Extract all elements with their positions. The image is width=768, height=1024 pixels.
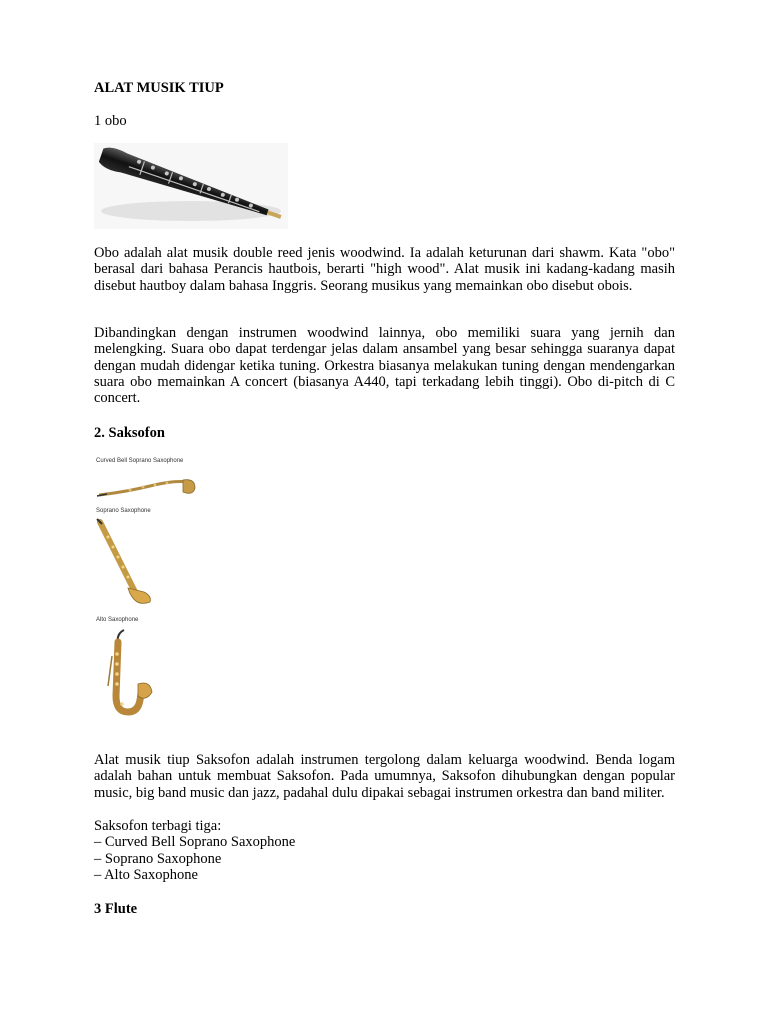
curved-bell-saxophone-image [95, 468, 200, 502]
obo-paragraph-2: Dibandingkan dengan instrumen woodwind lainnya, obo memiliki suara yang jernih dan melengking. Suara obo dapat terdengar jelas dalam ansambel yang besar sehingga suaranya dapat dengan mudah didengar ketika tuning. Orkestra biasanya melakukan tuning dengan mendengarkan suara obo memainkan A concert (biasanya A440, tapi terkadang lebih tinggi). Obo di-pitch di C concert. [94, 325, 675, 407]
section-heading-saksofon: 2. Saksofon [94, 425, 165, 441]
caption-curved-bell: Curved Bell Soprano Saxophone [96, 458, 184, 464]
list-item-alto: – Alto Saxophone [94, 866, 198, 883]
section-heading-obo: 1 obo [94, 113, 127, 129]
oboe-image [94, 143, 288, 229]
caption-alto: Alto Saxophone [96, 617, 139, 623]
section-heading-flute: 3 Flute [94, 901, 138, 917]
saksofon-list [94, 818, 675, 883]
list-item-soprano: – Soprano Saxophone [94, 850, 222, 867]
soprano-saxophone-image [94, 518, 154, 610]
alto-saxophone-image [94, 626, 156, 720]
saksofon-paragraph: Alat musik tiup Saksofon adalah instrumen tergolong dalam keluarga woodwind. Benda logam adalah bahan untuk membuat Saksofon. Pada umumnya, Saksofon dihubungkan dengan popular music, big band music dan jazz, padahal dulu dipakai sebagai instrumen orkestra dan band militer. [94, 752, 675, 801]
list-item-curved-bell: – Curved Bell Soprano Saxophone [94, 834, 296, 851]
list-intro: Saksofon terbagi tiga: [94, 818, 222, 834]
caption-soprano: Soprano Saxophone [96, 508, 151, 514]
obo-paragraph-1: Obo adalah alat musik double reed jenis woodwind. Ia adalah keturunan dari shawm. Kata "obo" berasal dari bahasa Perancis hautbois, berarti "high wood". Alat musik ini kadang-kadang masih disebut hautboy dalam bahasa Inggris. Seorang musikus yang memainkan obo disebut obois. [94, 245, 675, 294]
document-title: ALAT MUSIK TIUP [94, 80, 224, 96]
